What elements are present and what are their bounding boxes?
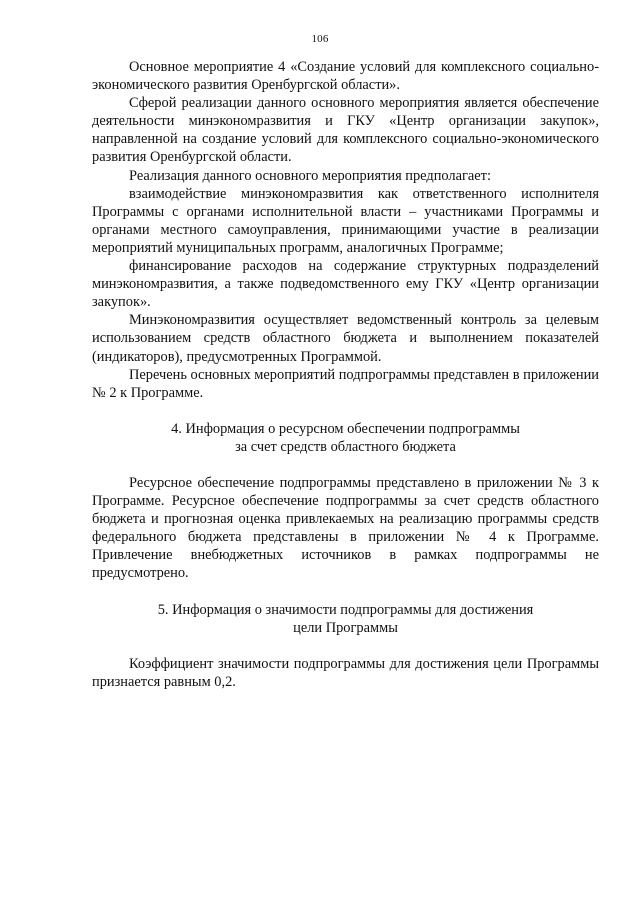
- paragraph: Реализация данного основного мероприятия предполагает:: [129, 167, 491, 184]
- section-4-heading-line-2: за счет средств областного бюджета: [235, 438, 456, 455]
- paragraph: Основное мероприятие 4 «Создание условий для комплексного социально-экономического развития Оренбургской области».: [92, 59, 599, 94]
- section-4-text: Ресурсное обеспечение подпрограммы представлено в приложении № 3 к Программе. Ресурсное обеспечение подпрограммы за счет средств областного бюджета и прогнозная оценка привлекаемых на реализацию программы средств федерального бюджета представлены в приложении № 4 к Программе. Привлечение внебюджетных источников в рамках подпрограммы не предусмотрено.: [92, 474, 599, 582]
- section-5-heading-line-2: цели Программы: [293, 619, 398, 636]
- paragraph: Перечень основных мероприятий подпрограммы представлен в приложении № 2 к Программе.: [92, 366, 599, 401]
- paragraph: взаимодействие минэкономразвития как ответственного исполнителя Программы с органами исполнительной власти – участниками Программы и органами местного самоуправления, принимающими участие в реализации мероприятий муниципальных программ, аналогичных Программе;: [92, 185, 599, 256]
- paragraph: финансирование расходов на содержание структурных подразделений минэкономразвития, а также подведомственного ему ГКУ «Центр организации закупок».: [92, 258, 599, 311]
- document-body: [92, 58, 599, 691]
- section-5-heading-line-1: 5. Информация о значимости подпрограммы для достижения: [157, 601, 534, 618]
- paragraph: Минэкономразвития осуществляет ведомственный контроль за целевым использованием средств областного бюджета и выполнением показателей (индикаторов), предусмотренных Программой.: [92, 312, 599, 365]
- paragraph: Сферой реализации данного основного мероприятия является обеспечение деятельности минэкономразвития и ГКУ «Центр организации закупок», направленной на создание условий для комплексного социально-экономического развития Оренбургской области.: [92, 95, 599, 166]
- section-5-text: Коэффициент значимости подпрограммы для достижения цели Программы признается равным 0,2.: [92, 655, 599, 690]
- page-number: 106: [311, 33, 329, 45]
- section-4-heading-line-1: 4. Информация о ресурсном обеспечении подпрограммы: [171, 420, 520, 437]
- section-5-heading: [92, 601, 599, 637]
- section-4-heading: [92, 420, 599, 456]
